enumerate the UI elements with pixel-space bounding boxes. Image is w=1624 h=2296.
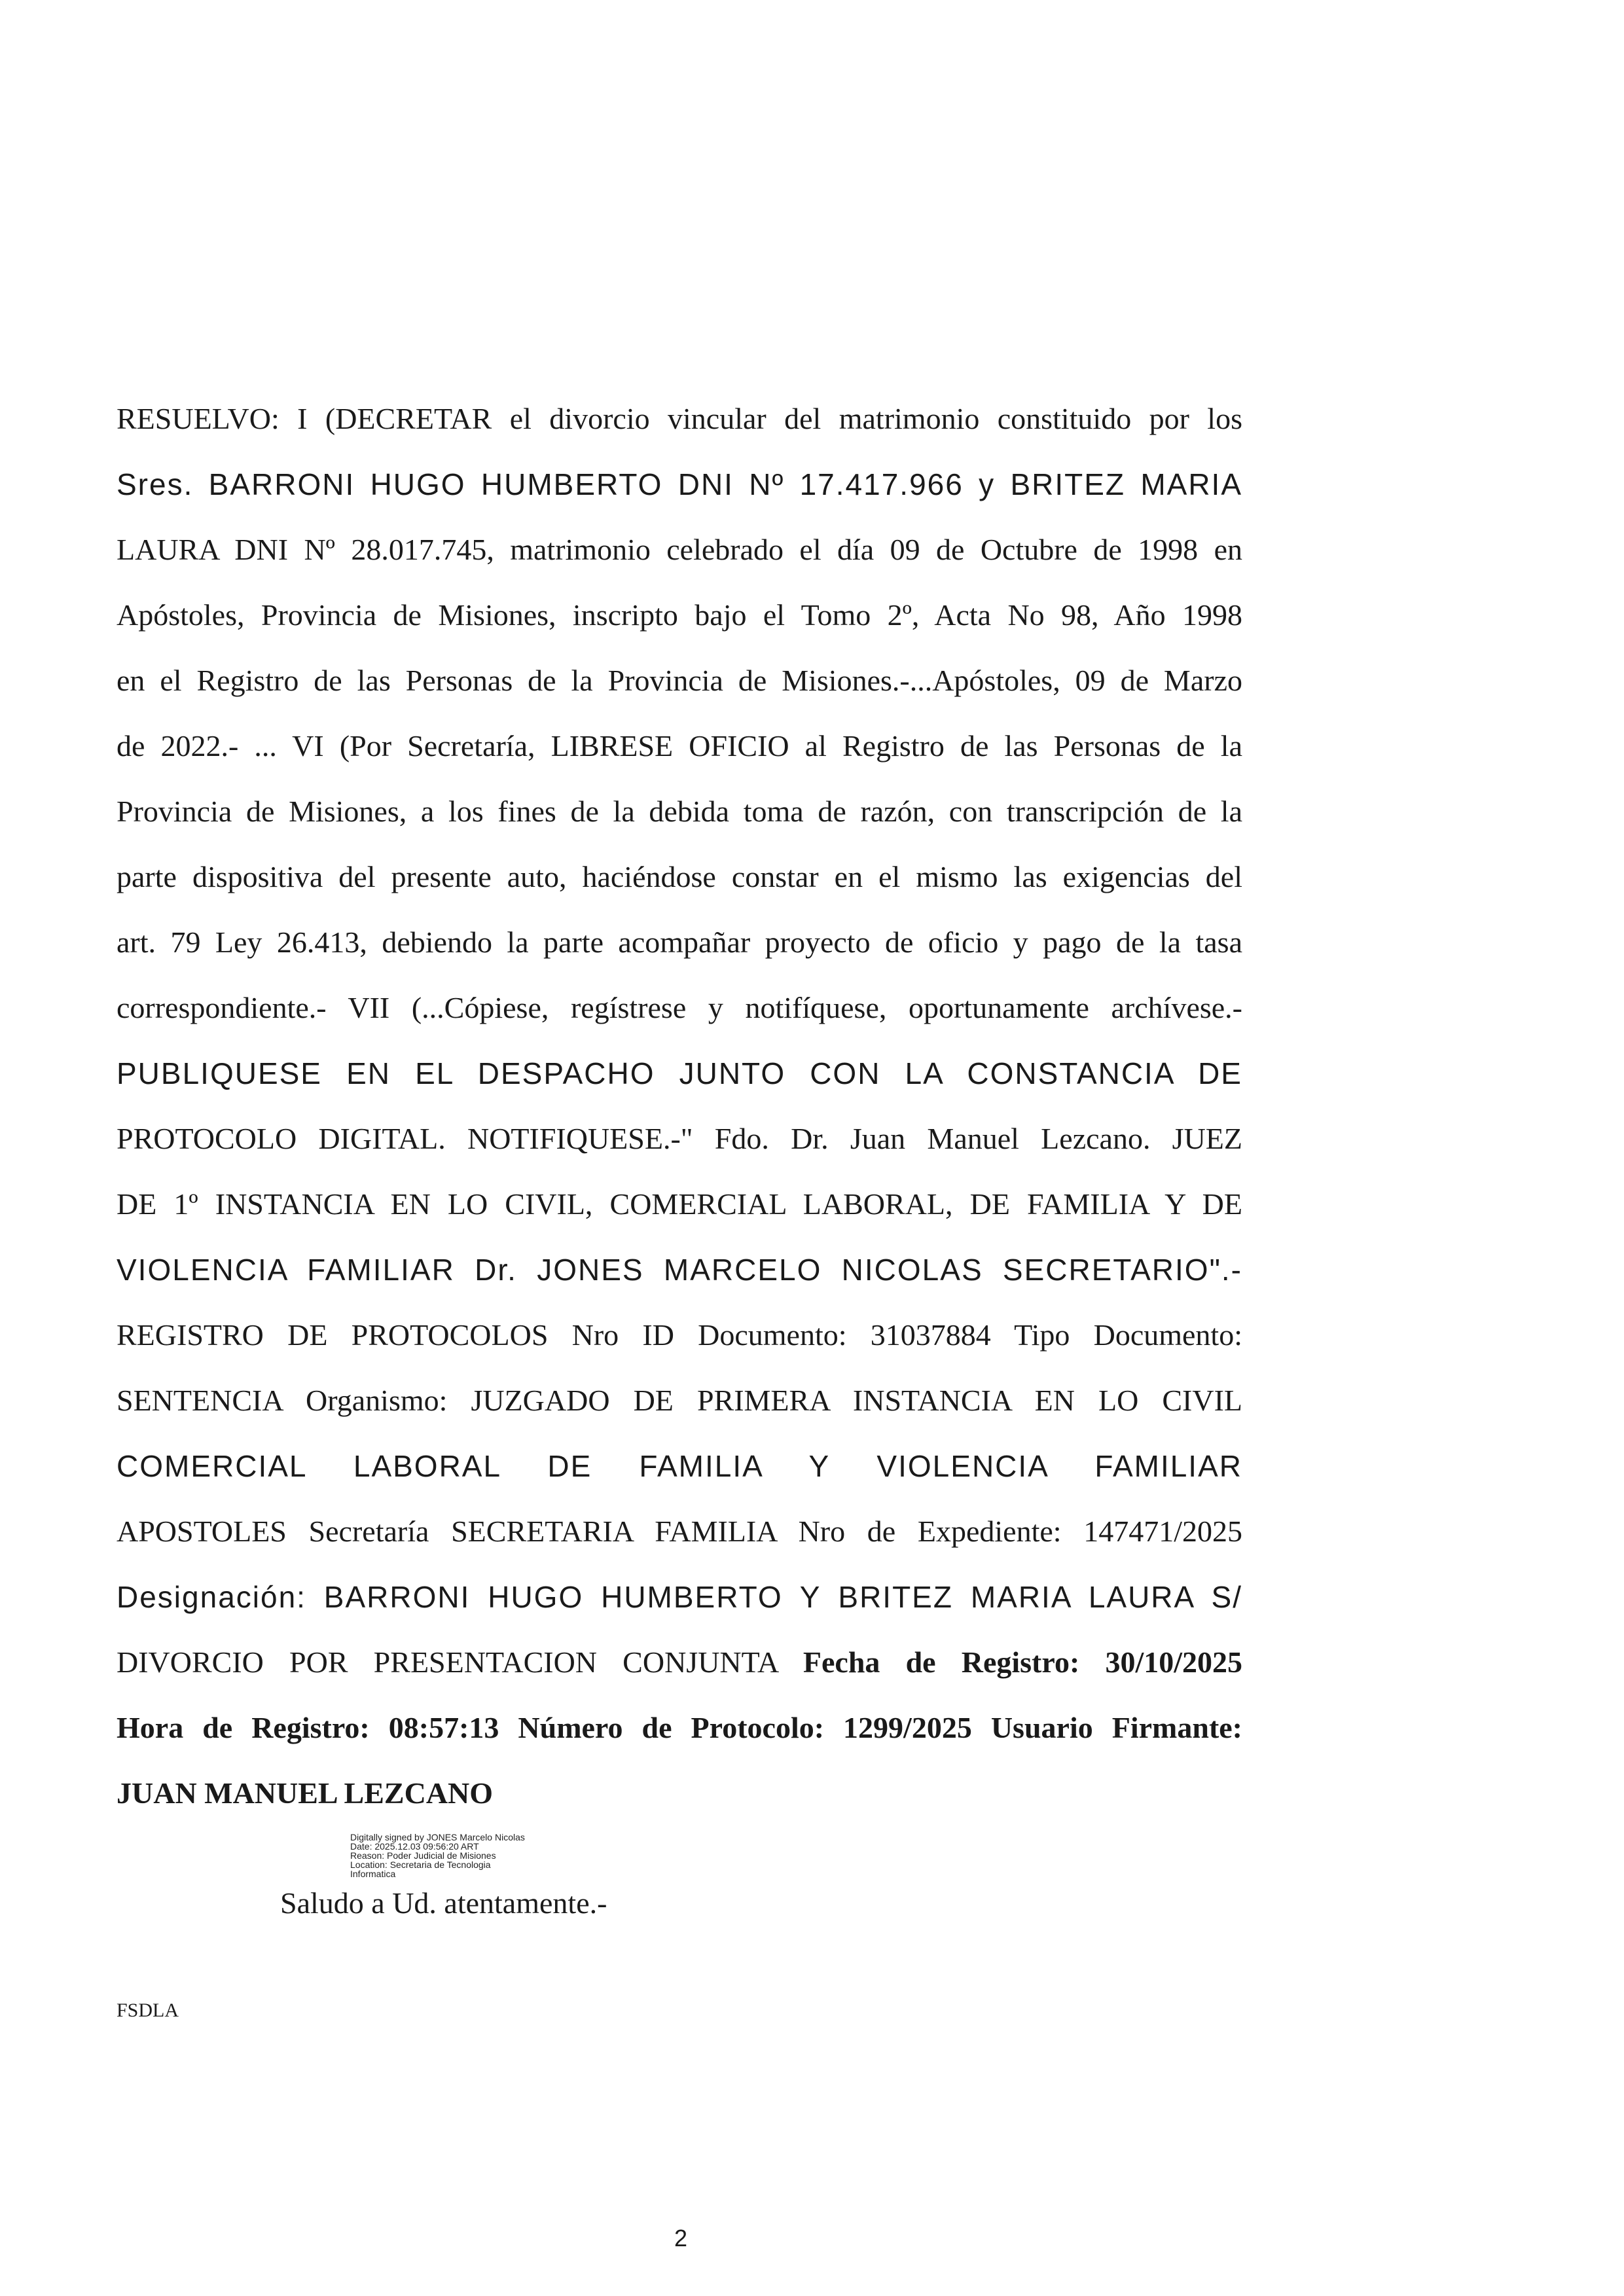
body-line-3: LAURA DNI Nº 28.017.745, matrimonio celebrado el día 09 de Octubre de 1998 en <box>117 533 1242 566</box>
body-line-20-regular: DIVORCIO POR PRESENTACION CONJUNTA <box>117 1645 803 1679</box>
body-line-5: en el Registro de las Personas de la Provincia de Misiones.-...Apóstoles, 09 de Marzo <box>117 664 1242 697</box>
body-line-11: PUBLIQUESE EN EL DESPACHO JUNTO CON LA CONSTANCIA DE <box>117 1056 1242 1090</box>
body-line-19: Designación: BARRONI HUGO HUMBERTO Y BRITEZ MARIA LAURA S/ <box>117 1580 1242 1614</box>
signature-date: Date: 2025.12.03 09:56:20 ART <box>350 1841 479 1852</box>
body-line-13: DE 1º INSTANCIA EN LO CIVIL, COMERCIAL LABORAL, DE FAMILIA Y DE <box>117 1187 1242 1221</box>
body-line-10: correspondiente.- VII (...Cópiese, regístrese y notifíquese, oportunamente archívese.- <box>117 991 1242 1024</box>
body-line-9: art. 79 Ley 26.413, debiendo la parte acompañar proyecto de oficio y pago de la tasa <box>117 925 1242 959</box>
body-line-2: Sres. BARRONI HUGO HUMBERTO DNI Nº 17.417.966 y BRITEZ MARIA <box>117 467 1242 501</box>
body-line-15: REGISTRO DE PROTOCOLOS Nro ID Documento: 31037884 Tipo Documento: <box>117 1318 1242 1352</box>
body-line-21 <box>117 1708 1242 1748</box>
closing-salutation: Saludo a Ud. atentamente.- <box>280 1886 607 1920</box>
body-line-12: PROTOCOLO DIGITAL. NOTIFIQUESE.-" Fdo. Dr. Juan Manuel Lezcano. JUEZ <box>117 1122 1242 1155</box>
body-line-1: RESUELVO: I (DECRETAR el divorcio vincular del matrimonio constituido por los <box>117 402 1242 435</box>
body-line-18: APOSTOLES Secretaría SECRETARIA FAMILIA Nro de Expediente: 147471/2025 <box>117 1515 1242 1548</box>
signing-user: JUAN MANUEL LEZCANO <box>117 1776 494 1810</box>
signature-location-2: Informatica <box>350 1869 396 1879</box>
registration-time-protocol: Hora de Registro: 08:57:13 Número de Protocolo: 1299/2025 Usuario Firmante: <box>117 1711 1242 1744</box>
body-line-4: Apóstoles, Provincia de Misiones, inscripto bajo el Tomo 2º, Acta No 98, Año 1998 <box>117 598 1242 632</box>
author-initials: FSDLA <box>117 2000 179 2021</box>
digital-signature-stamp <box>350 1833 525 1878</box>
signature-signed-by: Digitally signed by JONES Marcelo Nicolas <box>350 1832 525 1842</box>
body-line-16: SENTENCIA Organismo: JUZGADO DE PRIMERA INSTANCIA EN LO CIVIL <box>117 1384 1242 1417</box>
body-line-22 <box>117 1774 1242 1813</box>
signature-reason: Reason: Poder Judicial de Misiones <box>350 1850 496 1861</box>
signature-location: Location: Secretaria de Tecnologia <box>350 1859 491 1870</box>
body-line-7: Provincia de Misiones, a los fines de la debida toma de razón, con transcripción de la <box>117 795 1242 828</box>
body-line-14: VIOLENCIA FAMILIAR Dr. JONES MARCELO NICOLAS SECRETARIO".- <box>117 1253 1242 1287</box>
body-line-20 <box>117 1643 1242 1682</box>
body-line-17: COMERCIAL LABORAL DE FAMILIA Y VIOLENCIA FAMILIAR <box>117 1449 1242 1483</box>
page-number: 2 <box>674 2225 688 2251</box>
body-line-8: parte dispositiva del presente auto, haciéndose constar en el mismo las exigencias del <box>117 860 1242 893</box>
registration-date: Fecha de Registro: 30/10/2025 <box>803 1645 1242 1679</box>
body-line-6: de 2022.- ... VI (Por Secretaría, LIBRESE OFICIO al Registro de las Personas de la <box>117 729 1242 762</box>
